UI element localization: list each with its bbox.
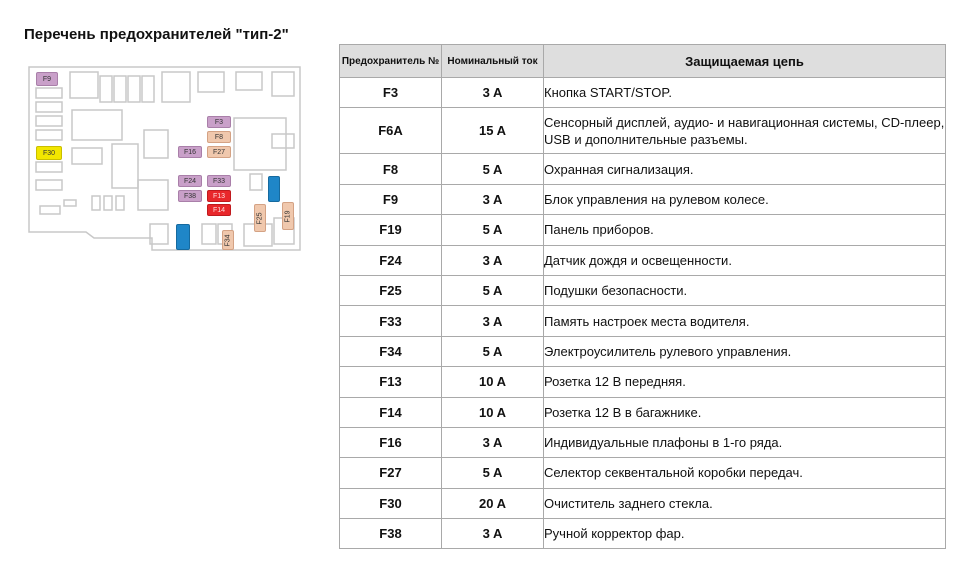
fuse-circuit: Селектор секвентальной коробки передач. [544, 458, 946, 488]
fuse-label: F3 [214, 118, 224, 126]
fuse-f24 [178, 175, 202, 187]
fuse-f16 [178, 146, 202, 158]
header-protected-circuit: Защищаемая цепь [544, 45, 946, 78]
table-row [340, 275, 946, 305]
table-row [340, 336, 946, 366]
fuse-label: F24 [183, 177, 197, 185]
table-row [340, 245, 946, 275]
fuse-id: F34 [340, 336, 442, 366]
fuse-current: 3 A [442, 427, 544, 457]
fuse-id: F9 [340, 184, 442, 214]
fuse-circuit: Память настроек места водителя. [544, 306, 946, 336]
fuse-id: F3 [340, 78, 442, 108]
fuse-f27 [207, 146, 231, 158]
fuse-circuit: Сенсорный дисплей, аудио- и навигационная системы, CD-плеер, USB и дополнительные разъемы. [544, 108, 946, 154]
table-row [340, 78, 946, 108]
table-row [340, 108, 946, 154]
fuse-id: F13 [340, 367, 442, 397]
fuse-blue-bottom [176, 224, 190, 250]
fuse-label: F33 [212, 177, 226, 185]
fuse-current: 20 A [442, 488, 544, 518]
table-row [340, 427, 946, 457]
fuse-f8 [207, 131, 231, 143]
fuse-f3 [207, 116, 231, 128]
fuse-current: 5 A [442, 154, 544, 184]
fuse-f25 [254, 204, 266, 232]
fuse-circuit: Подушки безопасности. [544, 275, 946, 305]
fuse-circuit: Розетка 12 В в багажнике. [544, 397, 946, 427]
fuse-f38 [178, 190, 202, 202]
fuse-circuit: Очиститель заднего стекла. [544, 488, 946, 518]
fuse-circuit: Блок управления на рулевом колесе. [544, 184, 946, 214]
fuse-current: 5 A [442, 275, 544, 305]
fuse-id: F38 [340, 519, 442, 549]
fuse-f13 [207, 190, 231, 202]
table-row [340, 367, 946, 397]
fuse-label: F19 [284, 209, 292, 223]
header-fuse-number: Предохранитель № [340, 45, 442, 78]
fuse-f30 [36, 146, 62, 160]
fuse-id: F24 [340, 245, 442, 275]
fuse-label: F25 [256, 211, 264, 225]
fuse-id: F30 [340, 488, 442, 518]
fuse-label: F38 [183, 192, 197, 200]
fuse-box-diagram [26, 64, 302, 254]
fuse-f14 [207, 204, 231, 216]
fuse-circuit: Розетка 12 В передняя. [544, 367, 946, 397]
fuse-blue-top [268, 176, 280, 202]
table-row [340, 184, 946, 214]
fuse-id: F16 [340, 427, 442, 457]
fuse-current: 5 A [442, 458, 544, 488]
fuse-id: F33 [340, 306, 442, 336]
fuse-id: F6A [340, 108, 442, 154]
fuse-label: F8 [214, 133, 224, 141]
table-row [340, 215, 946, 245]
fuse-circuit: Панель приборов. [544, 215, 946, 245]
fuse-f33 [207, 175, 231, 187]
fuse-label: F30 [42, 149, 56, 157]
fuse-current: 10 A [442, 367, 544, 397]
fuse-id: F19 [340, 215, 442, 245]
table-row [340, 519, 946, 549]
fuse-f34 [222, 230, 234, 250]
fuse-current: 3 A [442, 78, 544, 108]
fuse-circuit: Электроусилитель рулевого управления. [544, 336, 946, 366]
fuse-label: F27 [212, 148, 226, 156]
fuse-label: F9 [42, 75, 52, 83]
page-title: Перечень предохранителей "тип-2" [24, 26, 289, 43]
fuse-label: F34 [224, 233, 232, 247]
fuse-circuit: Датчик дождя и освещенности. [544, 245, 946, 275]
fuse-label: F16 [183, 148, 197, 156]
fuse-current: 10 A [442, 397, 544, 427]
fuse-current: 5 A [442, 336, 544, 366]
fuse-label: F13 [212, 192, 226, 200]
table-row [340, 154, 946, 184]
fuse-id: F25 [340, 275, 442, 305]
fuse-current: 3 A [442, 184, 544, 214]
fuse-current: 5 A [442, 215, 544, 245]
fuse-circuit: Ручной корректор фар. [544, 519, 946, 549]
table-row [340, 397, 946, 427]
header-rated-current: Номинальный ток [442, 45, 544, 78]
fuse-id: F14 [340, 397, 442, 427]
table-row [340, 488, 946, 518]
table-row [340, 306, 946, 336]
fuse-f9 [36, 72, 58, 86]
fuse-circuit: Индивидуальные плафоны в 1-го ряда. [544, 427, 946, 457]
fuse-current: 3 A [442, 306, 544, 336]
fuse-current: 3 A [442, 519, 544, 549]
table-row [340, 458, 946, 488]
fuse-current: 3 A [442, 245, 544, 275]
fuse-circuit: Кнопка START/STOP. [544, 78, 946, 108]
table-header-row [340, 45, 946, 78]
fuse-circuit: Охранная сигнализация. [544, 154, 946, 184]
fuse-f19 [282, 202, 294, 230]
fuse-id: F27 [340, 458, 442, 488]
fuse-id: F8 [340, 154, 442, 184]
fuse-label: F14 [212, 206, 226, 214]
fuse-current: 15 A [442, 108, 544, 154]
fuse-table [339, 44, 946, 549]
